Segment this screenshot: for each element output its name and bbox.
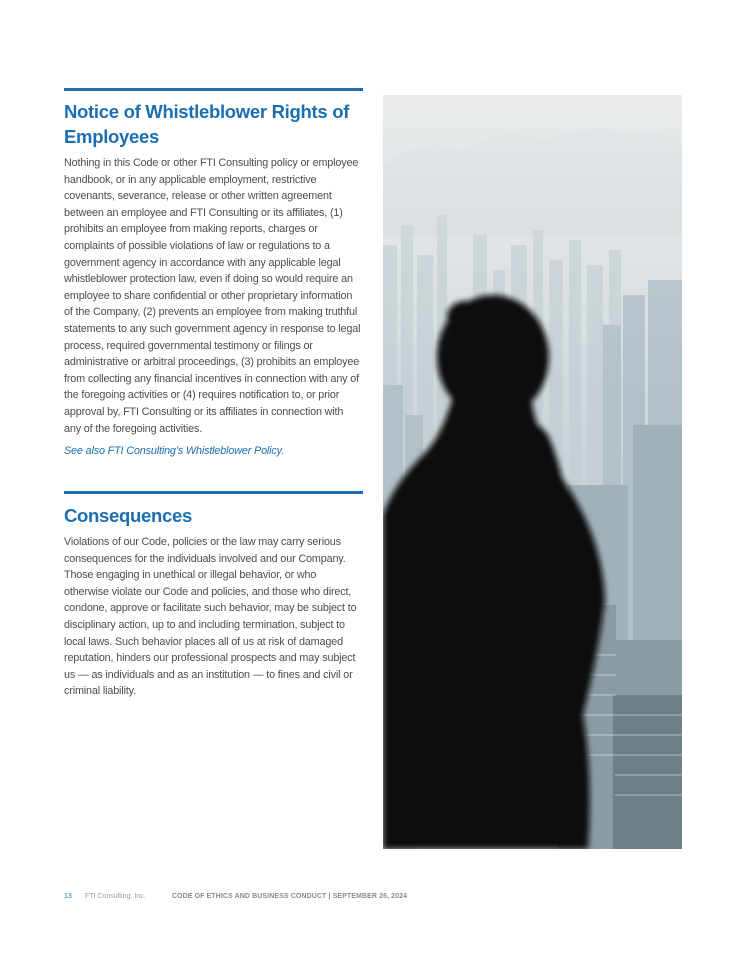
photo-illustration [383,95,682,849]
section-divider [64,88,363,91]
footer-document-title: CODE OF ETHICS AND BUSINESS CONDUCT | SEPTEMBER 26, 2024 [171,893,408,900]
footer-company: FTI Consulting, Inc. [84,893,146,900]
whistleblower-heading: Notice of Whistleblower Rights of Employees [64,101,350,147]
cityscape-silhouette-photo [383,95,682,849]
page-number: 13 [64,893,72,900]
whistleblower-policy-link[interactable]: See also FTI Consulting’s Whistleblower Policy. [64,445,284,458]
whistleblower-body: Nothing in this Code or other FTI Consulting policy or employee handbook, or in any applicable employment, restrictive covenants, severance, release or other written agreement between an employee and FTI Consulting or its affiliates, (1) prohibits an employee from making reports, charges or complaints of possible violations of law or regulations to a government agency in accordance with any applicable legal whistleblower protection law, even if doing so would require an employee to share confidential or other proprietary information of the Company, (2) prevents an employee from making truthful statements to any such government agency in response to legal process, required governmental testimony or filings or administrative or arbitral proceedings, (3) prohibits an employee from collecting any financial incentives in connection with any of the foregoing activities or (4) requires notification to, or prior approval by, FTI Consulting or its affiliates in connection with any of the foregoing activities. [64,157,361,435]
section-divider [64,491,363,494]
consequences-section [64,491,363,700]
page-footer [64,893,407,905]
consequences-body: Violations of our Code, policies or the law may carry serious consequences for the individuals involved and our Company. Those engaging in unethical or illegal behavior, or who otherwise violate our Code and policies, and those who direct, condone, approve or facilitate such behavior, may be subject to disciplinary action, up to and including termination, subject to local laws. Such behavior places all of us at risk of damaged reputation, hinders our professional prospects and may subject us — as individuals and as an institution — to fines and civil or criminal liability. [64,536,357,698]
consequences-heading: Consequences [64,505,192,526]
whistleblower-section [64,88,363,460]
